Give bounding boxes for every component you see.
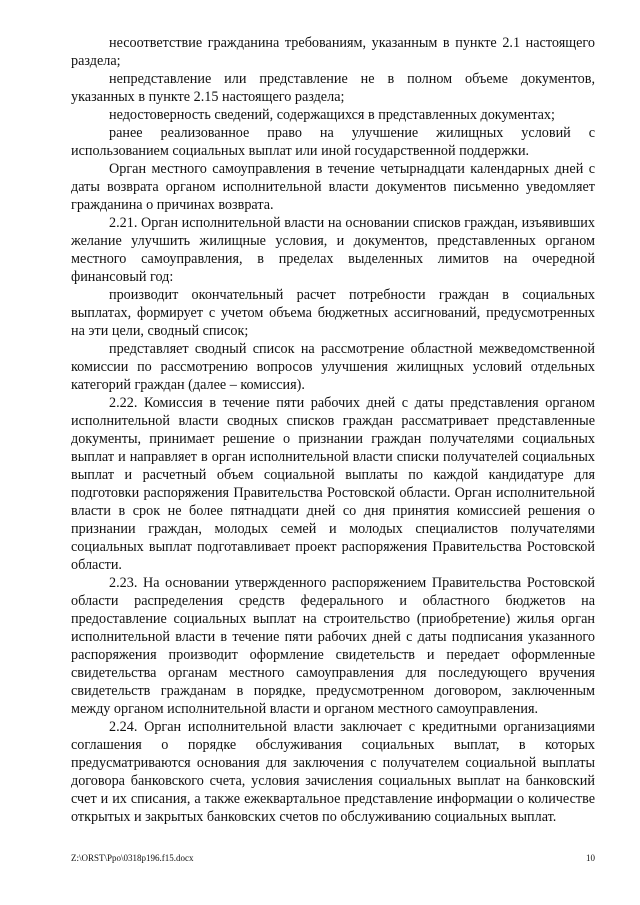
paragraph: Орган местного самоуправления в течение четырнадцати календарных дней с даты возврата органом исполнительной власти документов письменно уведомляет гражданина о причинах возврата. xyxy=(71,161,595,213)
paragraph: производит окончательный расчет потребности граждан в социальных выплатах, формирует с учетом объема бюджетных ассигнований, предусмотренных на эти цели, сводный список; xyxy=(71,287,595,339)
paragraph: несоответствие гражданина требованиям, указанным в пункте 2.1 настоящего раздела; xyxy=(71,35,595,69)
paragraph: представляет сводный список на рассмотрение областной межведомственной комиссии по рассмотрению вопросов улучшения жилищных условий отдельных категорий граждан (далее – комиссия). xyxy=(71,341,595,393)
paragraph: ранее реализованное право на улучшение жилищных условий с использованием социальных выплат или иной государственной поддержки. xyxy=(71,125,595,159)
paragraph-2-22: 2.22. Комиссия в течение пяти рабочих дней с даты представления органом исполнительной власти сводных списков граждан рассматривает представленные документы, принимает решение о признании граждан получателями социальных выплат и направляет в орган исполнительной власти списки получателей социальных выплат и расчетный объем социальной выплаты по каждой кандидатуре для подготовки распоряжения Правительства Ростовской области. Орган исполнительной власти в срок не более пятнадцати дней со дня принятия комиссией решения о признании граждан, молодых семей и молодых специалистов получателями социальных выплат подготавливает проект распоряжения Правительства Ростовской области. xyxy=(71,395,595,573)
file-path: Z:\ORST\Ppo\0318p196.f15.docx xyxy=(71,853,194,863)
paragraph-2-21: 2.21. Орган исполнительной власти на основании списков граждан, изъявивших желание улучшить жилищные условия, и документов, представленных органом местного самоуправления, в пределах выделенных лимитов на очередной финансовый год: xyxy=(71,215,595,285)
document-body xyxy=(71,34,595,826)
page-footer xyxy=(71,853,595,863)
paragraph: непредставление или представление не в полном объеме документов, указанных в пункте 2.15 настоящего раздела; xyxy=(71,71,595,105)
paragraph: недостоверность сведений, содержащихся в представленных документах; xyxy=(109,107,555,123)
page-number: 10 xyxy=(586,853,595,863)
paragraph-2-24: 2.24. Орган исполнительной власти заключает с кредитными организациями соглашения о порядке обслуживания социальных выплат, в которых предусматриваются основания для заключения с получателем социальной выплаты договора банковского счета, условия зачисления социальных выплат на банковский счет и их списания, а также ежеквартальное представление информации о количестве открытых и закрытых банковских счетов по обслуживанию социальных выплат. xyxy=(71,719,595,825)
paragraph-2-23: 2.23. На основании утвержденного распоряжением Правительства Ростовской области распределения средств федерального и областного бюджетов на предоставление социальных выплат на строительство (приобретение) жилья орган исполнительной власти в течение пяти рабочих дней с даты подписания указанного распоряжения производит оформление свидетельств и передает оформленные свидетельства органам местного самоуправления для последующего вручения свидетельств гражданам в порядке, предусмотренном договором, заключенным между органом исполнительной власти и органом местного самоуправления. xyxy=(71,575,595,717)
